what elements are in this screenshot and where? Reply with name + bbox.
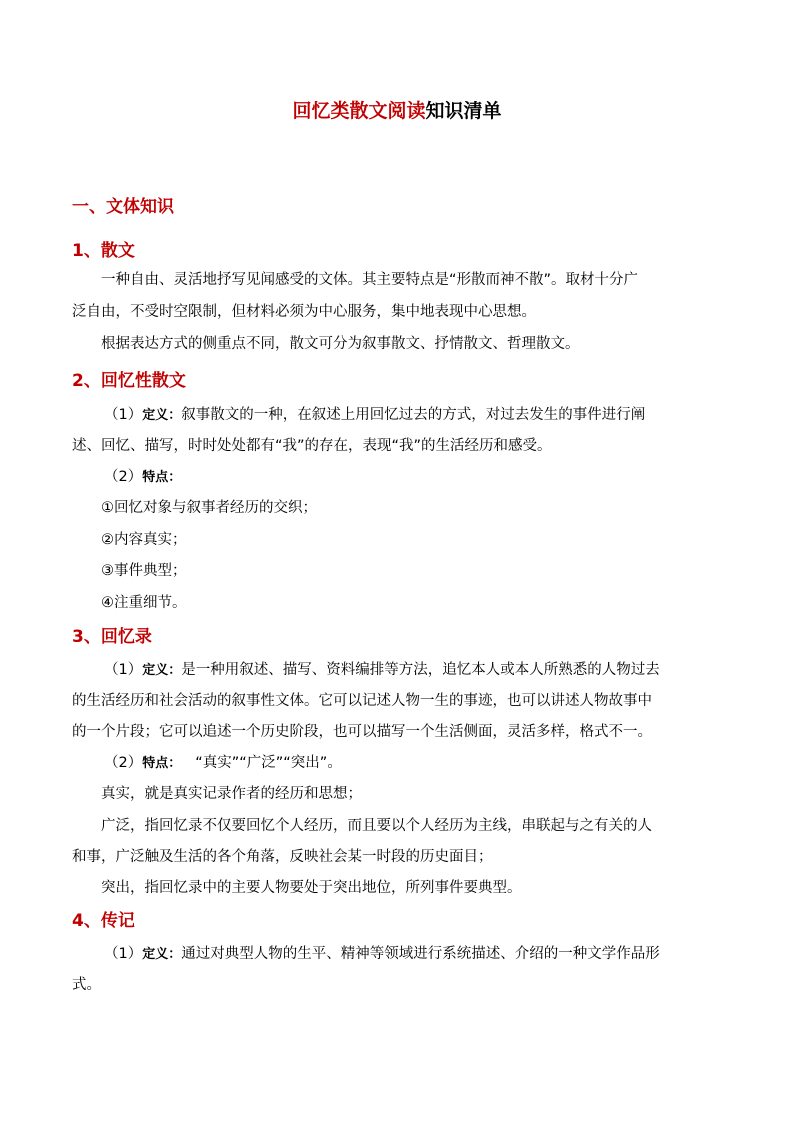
list-item: ②内容真实；	[101, 532, 187, 548]
memoir-prose-definition-line1	[104, 403, 645, 424]
document-title	[0, 96, 794, 123]
biography-definition-line2: 式。	[72, 977, 101, 993]
prose-para2: 根据表达方式的侧重点不同，散文可分为叙事散文、抒情散文、哲理散文。	[101, 336, 580, 352]
biography-definition-line1	[104, 942, 660, 963]
definition-label: 定义：	[142, 408, 182, 423]
definition-number: （1）	[104, 946, 143, 962]
features-label: 特点：	[142, 470, 182, 485]
list-item: ①回忆对象与叙事者经历的交织；	[101, 500, 317, 516]
section-heading-genre-knowledge: 一、文体知识	[72, 197, 174, 217]
memoirs-definition-line1	[104, 658, 660, 679]
features-text: “真实”“广泛”“突出”。	[195, 755, 342, 771]
list-item: ④注重细节。	[101, 595, 187, 611]
memoirs-definition-line2: 的生活经历和社会活动的叙事性文体。它可以记述人物一生的事迹，也可以讲述人物故事中	[72, 693, 652, 709]
memoir-prose-definition-line2: 述、回忆、描写，时时处处都有“我”的存在，表现“我”的生活经历和感受。	[72, 438, 552, 454]
feature-real: 真实，就是真实记录作者的经历和思想；	[101, 786, 362, 802]
memoirs-features-line	[104, 751, 342, 772]
features-number: （2）	[104, 755, 143, 771]
definition-label: 定义：	[142, 663, 182, 678]
definition-label: 定义：	[142, 947, 182, 962]
memoirs-definition-line3: 的一个片段；它可以追述一个历史阶段，也可以描写一个生活侧面，灵活多样，格式不一。	[72, 724, 652, 740]
definition-text: 是一种用叙述、描写、资料编排等方法，追忆本人或本人所熟悉的人物过去	[181, 662, 660, 678]
definition-number: （1）	[104, 407, 143, 423]
prose-para1-line2: 泛自由，不受时空限制，但材料必须为中心服务，集中地表现中心思想。	[72, 304, 536, 320]
subheading-memoirs: 3、回忆录	[72, 627, 152, 647]
features-label: 特点：	[142, 756, 182, 771]
features-number: （2）	[104, 469, 143, 485]
memoir-prose-features-line	[104, 465, 181, 486]
feature-wide-line1: 广泛，指回忆录不仅要回忆个人经历，而且要以个人经历为主线，串联起与之有关的人	[101, 818, 652, 834]
prose-para1-line1: 一种自由、灵活地抒写见闻感受的文体。其主要特点是“形散而神不散”。取材十分广	[101, 272, 639, 288]
subheading-biography: 4、传记	[72, 911, 135, 931]
title-rest: 知识清单	[425, 100, 502, 122]
feature-wide-line2: 和事，广泛触及生活的各个角落，反映社会某一时段的历史面目；	[72, 849, 493, 865]
definition-number: （1）	[104, 662, 143, 678]
feature-prominent: 突出，指回忆录中的主要人物要处于突出地位，所列事件要典型。	[101, 880, 522, 896]
definition-text: 通过对典型人物的生平、精神等领域进行系统描述、介绍的一种文学作品形	[181, 946, 660, 962]
list-item: ③事件典型；	[101, 563, 187, 579]
definition-text: 叙事散文的一种，在叙述上用回忆过去的方式，对过去发生的事件进行阐	[181, 407, 646, 423]
title-highlight: 回忆类散文阅读	[292, 100, 426, 122]
subheading-memoir-prose: 2、回忆性散文	[72, 371, 186, 391]
subheading-prose: 1、散文	[72, 241, 135, 261]
